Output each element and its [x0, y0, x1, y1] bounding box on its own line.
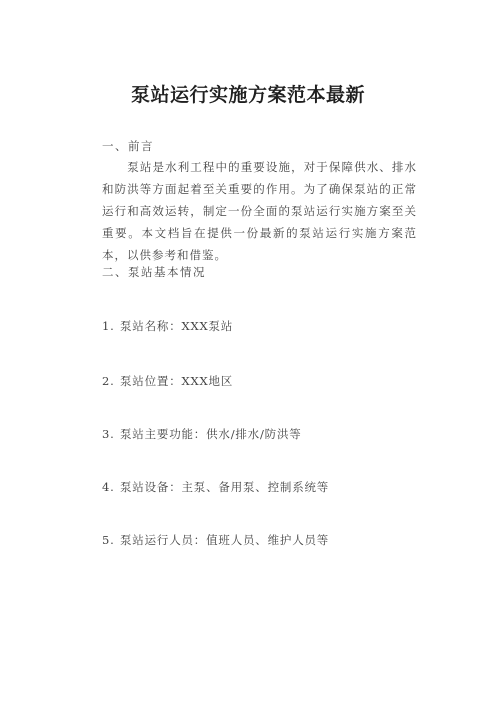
list-item-text: 泵站主要功能：供水/排水/防洪等 — [120, 427, 302, 441]
list-item-number: 5. — [102, 533, 115, 547]
list-item — [102, 426, 302, 442]
list-item-number: 2. — [102, 374, 115, 388]
list-item — [102, 479, 329, 495]
list-item-text: 泵站运行人员：值班人员、维护人员等 — [120, 533, 330, 547]
list-item-text: 泵站位置：XXX地区 — [120, 374, 234, 388]
list-item — [102, 373, 233, 389]
list-item-text: 泵站设备：主泵、备用泵、控制系统等 — [120, 480, 330, 494]
list-item — [102, 532, 329, 548]
document-title: 泵站运行实施方案范本最新 — [130, 84, 365, 106]
list-item-number: 3. — [102, 427, 115, 441]
section-heading-basic-info: 二、泵站基本情况 — [102, 265, 206, 279]
list-item-text: 泵站名称：XXX泵站 — [120, 319, 234, 333]
preface-paragraph: 泵站是水利工程中的重要设施，对于保障供水、排水和防洪等方面起着至关重要的作用。为了确保泵站的正常运行和高效运转，制定一份全面的泵站运行实施方案至关重要。本文档旨在提供一份最新的泵站运行实施方案范本，以供参考和借鉴。 — [102, 160, 417, 262]
list-item-number: 4. — [102, 480, 115, 494]
list-item-number: 1. — [102, 319, 115, 333]
list-item — [102, 318, 233, 334]
section-heading-preface: 一、前言 — [102, 139, 154, 153]
